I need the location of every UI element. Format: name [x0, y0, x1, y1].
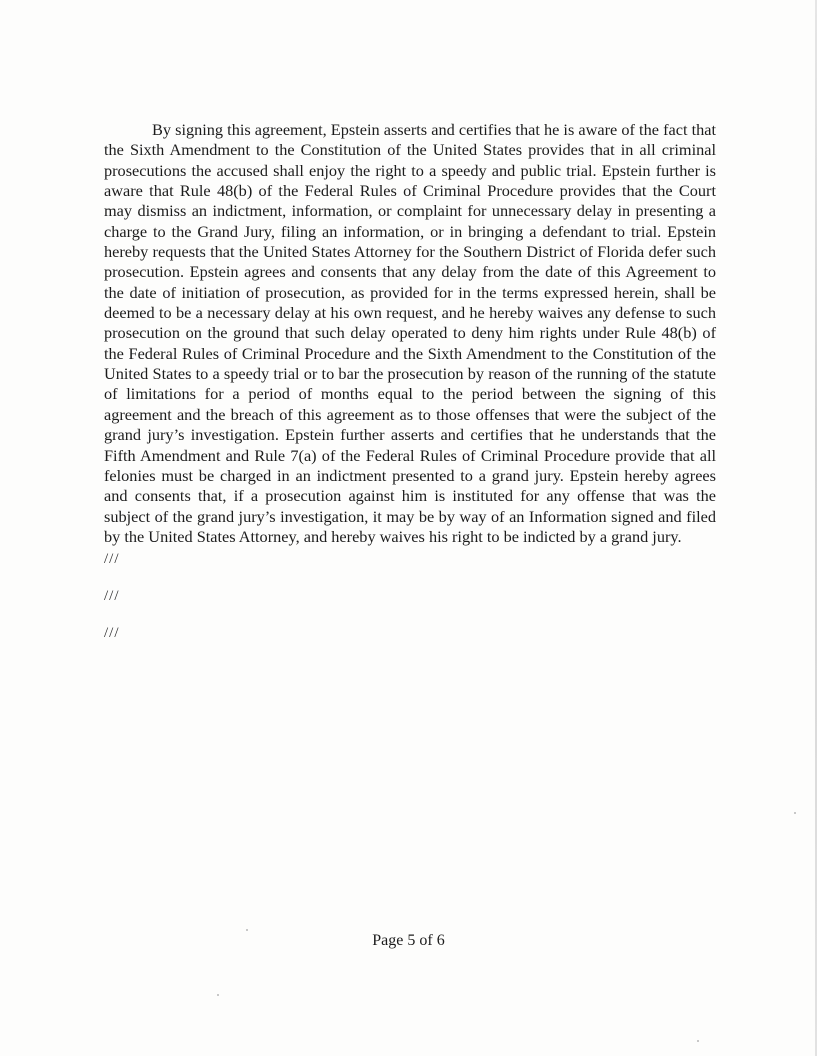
continuation-mark-1: /// [104, 551, 120, 567]
scan-speck [794, 812, 796, 814]
continuation-marks [104, 551, 120, 662]
scan-speck [697, 1040, 699, 1042]
agreement-paragraph: By signing this agreement, Epstein asserts and certifies that he is aware of the fact that the Sixth Amendment to the Constitution of the United States provides that in all criminal prosecutions the accused shall enjoy the right to a speedy and public trial. Epstein further is aware that Rule 48(b) of the Federal Rules of Criminal Procedure provides that the Court may dismiss an indictment, information, or complaint for unnecessary delay in presenting a charge to the Grand Jury, filing an information, or in bringing a defendant to trial. Epstein hereby requests that the United States Attorney for the Southern District of Florida defer such prosecution. Epstein agrees and consents that any delay from the date of this Agreement to the date of initiation of prosecution, as provided for in the terms expressed herein, shall be deemed to be a necessary delay at his own request, and he hereby waives any defense to such prosecution on the ground that such delay operated to deny him rights under Rule 48(b) of the Federal Rules of Criminal Procedure and the Sixth Amendment to the Constitution of the United States to a speedy trial or to bar the prosecution by reason of the running of the statute of limitations for a period of months equal to the period between the signing of this agreement and the breach of this agreement as to those offenses that were the subject of the grand jury’s investigation. Epstein further asserts and certifies that he understands that the Fifth Amendment and Rule 7(a) of the Federal Rules of Criminal Procedure provide that all felonies must be charged in an indictment presented to a grand jury. Epstein hereby agrees and consents that, if a prosecution against him is instituted for any offense that was the subject of the grand jury’s investigation, it may be by way of an Information signed and filed by the United States Attorney, and hereby waives his right to be indicted by a grand jury. [104, 120, 716, 546]
scan-speck [246, 929, 248, 931]
continuation-mark-3: /// [104, 625, 120, 641]
page-number-footer: Page 5 of 6 [372, 932, 445, 949]
scan-speck [217, 994, 219, 996]
continuation-mark-2: /// [104, 588, 120, 604]
